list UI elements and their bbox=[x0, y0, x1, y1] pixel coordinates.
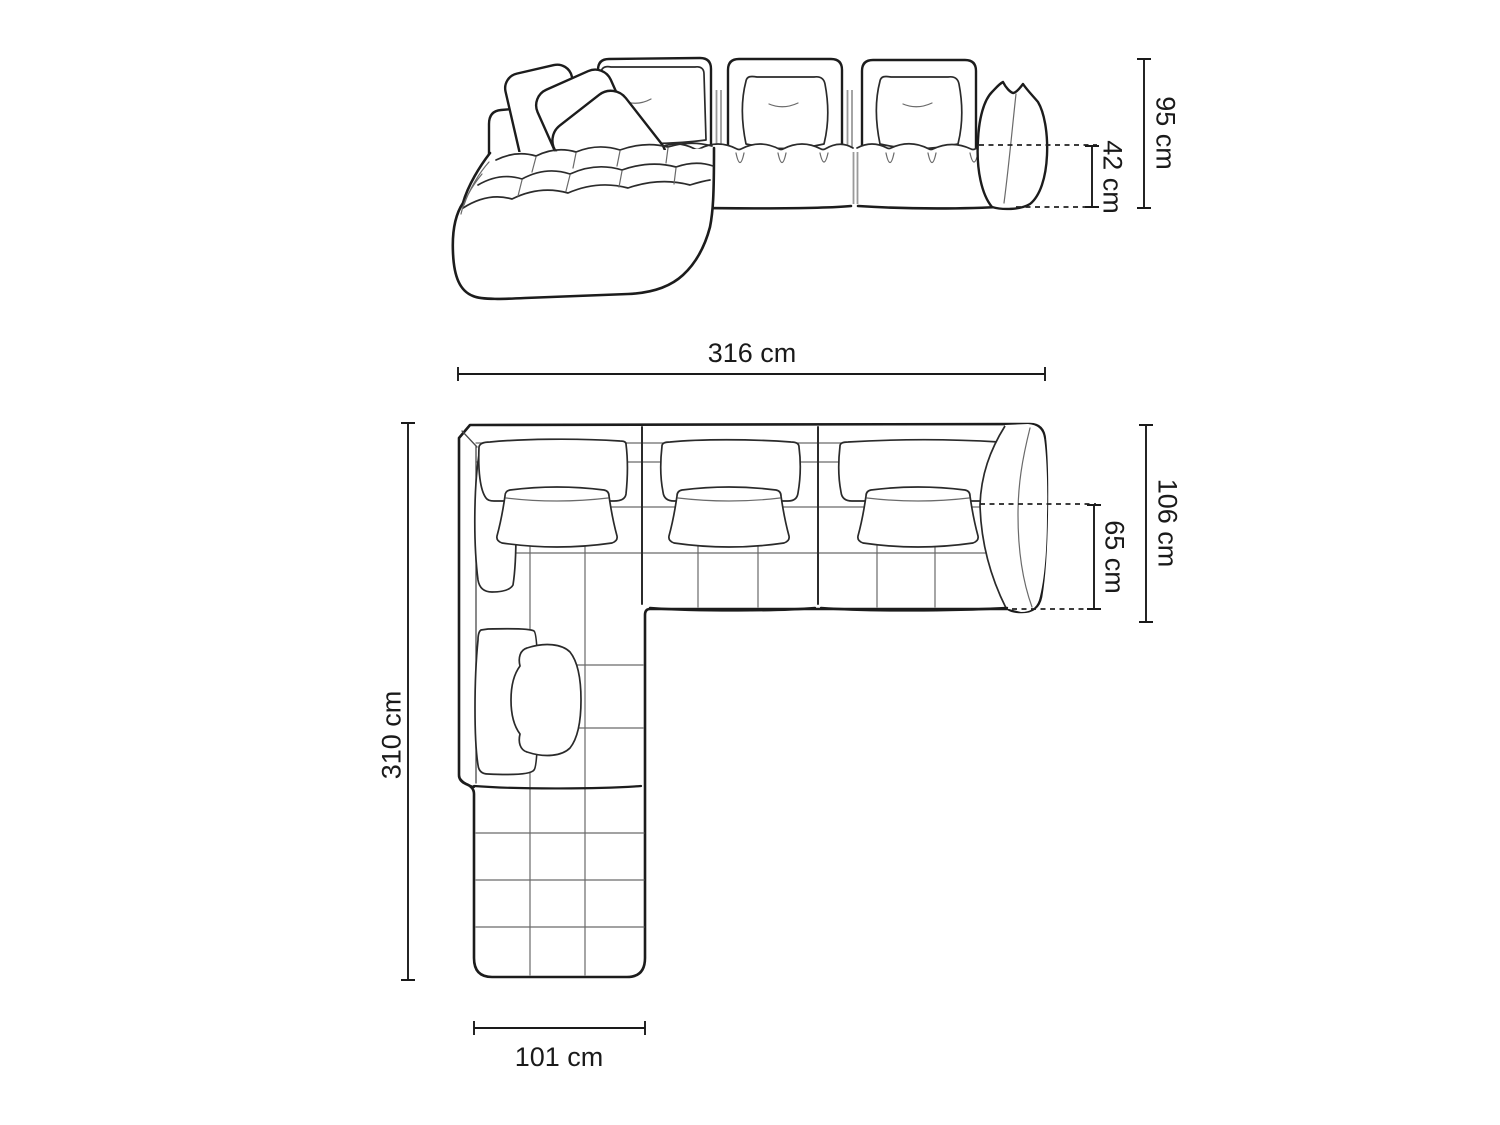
dim-chaise-width bbox=[474, 1021, 645, 1072]
plan-seat-pillow-3 bbox=[858, 487, 978, 547]
plan-seat-pillow-1 bbox=[497, 487, 617, 547]
dim-seat-height-label: 42 cm bbox=[1097, 140, 1128, 214]
chaise-body-fill bbox=[453, 148, 714, 299]
dim-total-width bbox=[458, 338, 1045, 381]
dim-total-height bbox=[1137, 59, 1181, 208]
dim-seat-depth bbox=[1087, 505, 1130, 609]
plan-seat-pillows bbox=[497, 487, 978, 547]
dim-total-height-label: 95 cm bbox=[1150, 96, 1181, 170]
dim-total-depth bbox=[376, 423, 415, 980]
dim-body-depth bbox=[1139, 425, 1183, 622]
plan-seat-pillow-2 bbox=[669, 487, 789, 547]
dim-seat-height bbox=[1085, 140, 1128, 214]
dim-seat-depth-label: 65 cm bbox=[1099, 520, 1130, 594]
top-plan-view bbox=[376, 338, 1182, 1072]
dim-body-depth-label: 106 cm bbox=[1152, 478, 1183, 568]
back-cushion-3 bbox=[876, 76, 962, 148]
front-elevation-view bbox=[453, 58, 1181, 299]
dim-total-width-label: 316 cm bbox=[707, 338, 797, 368]
plan-chaise-pillow bbox=[511, 645, 581, 756]
back-cushion-2 bbox=[742, 76, 828, 148]
dim-chaise-width-label: 101 cm bbox=[514, 1042, 604, 1072]
dim-total-depth-label: 310 cm bbox=[376, 690, 407, 780]
